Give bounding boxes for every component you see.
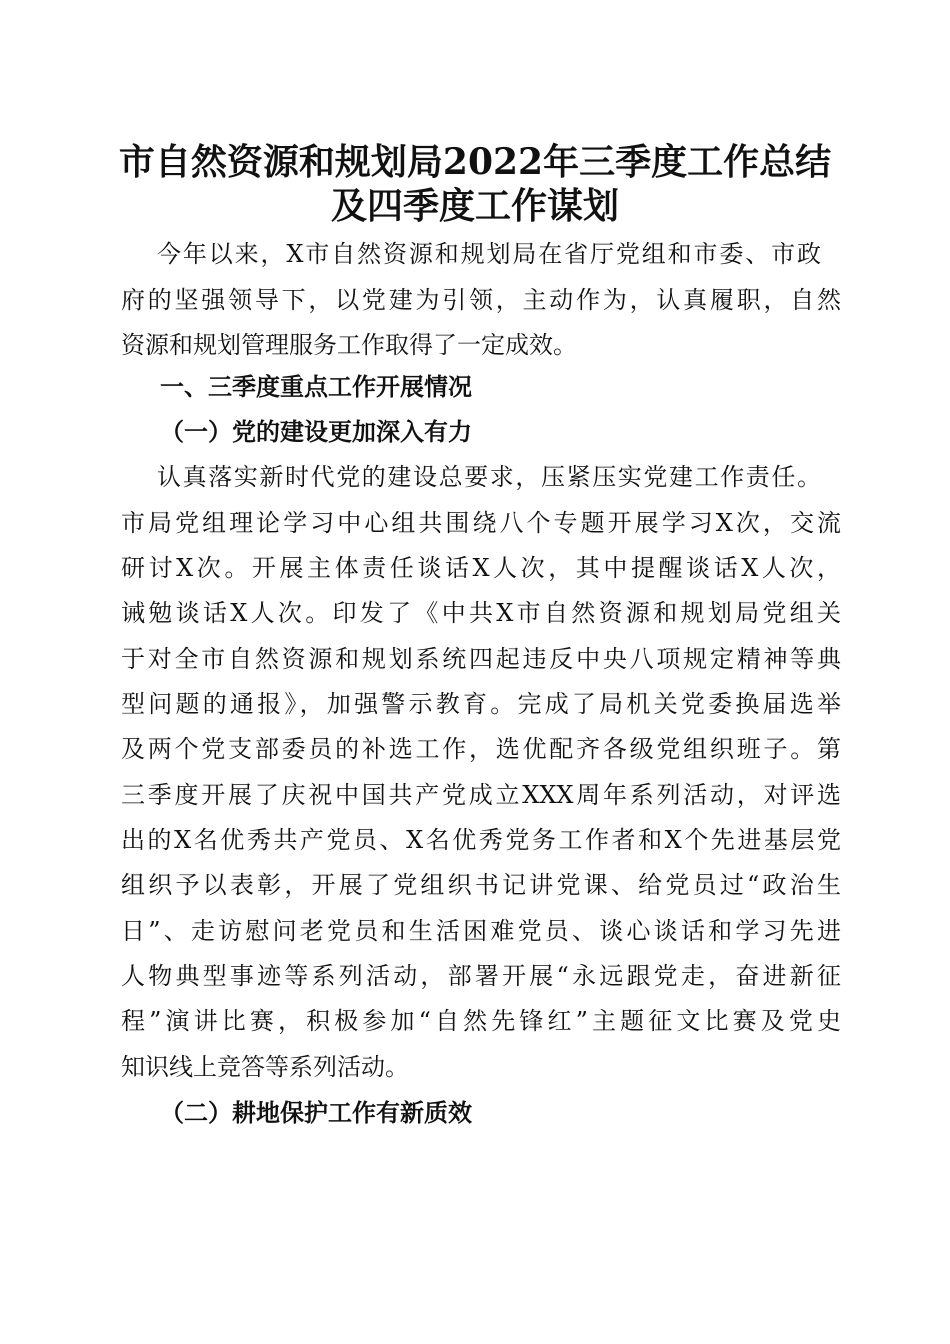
subsection-heading: （二）耕地保护工作有新质效 — [160, 1098, 472, 1127]
body-paragraph-line: 三季度开展了庆祝中国共产党成立XXX周年系列活动，对评选 — [121, 781, 841, 809]
subsection-heading: （一）党的建设更加深入有力 — [160, 417, 472, 446]
body-paragraph-line: 组织予以表彰，开展了党组织书记讲党课、给党员过“政治生 — [121, 871, 841, 899]
intro-paragraph-line: 今年以来，X市自然资源和规划局在省厅党组和市委、市政 — [157, 240, 821, 268]
body-paragraph-line: 诫勉谈话X人次。印发了《中共X市自然资源和规划局党组关 — [121, 599, 841, 627]
document-title-line-1: 市自然资源和规划局2022年三季度工作总结 — [118, 141, 832, 183]
body-paragraph-line: 日”、走访慰问老党员和生活困难党员、谈心谈话和学习先进 — [121, 917, 841, 945]
intro-paragraph-line: 府的坚强领导下，以党建为引领，主动作为，认真履职，自然 — [121, 286, 841, 314]
body-paragraph-line: 知识线上竞答等系列活动。 — [121, 1053, 409, 1081]
intro-paragraph-line: 资源和规划管理服务工作取得了一定成效。 — [121, 331, 577, 359]
body-paragraph-line: 及两个党支部委员的补选工作，选优配齐各级党组织班子。第 — [121, 735, 841, 763]
body-paragraph-line: 出的X名优秀共产党员、X名优秀党务工作者和X个先进基层党 — [121, 826, 841, 854]
body-paragraph-line: 于对全市自然资源和规划系统四起违反中央八项规定精神等典 — [121, 645, 841, 673]
body-paragraph-line: 型问题的通报》，加强警示教育。完成了局机关党委换届选举 — [121, 690, 841, 718]
body-paragraph-line: 程”演讲比赛，积极参加“自然先锋红”主题征文比赛及党史 — [121, 1007, 841, 1035]
body-paragraph-line: 市局党组理论学习中心组共围绕八个专题开展学习X次，交流 — [121, 509, 841, 537]
body-paragraph-line: 人物典型事迹等系列活动，部署开展“永远跟党走，奋进新征 — [121, 962, 841, 990]
section-heading: 一、三季度重点工作开展情况 — [160, 373, 472, 401]
document-title-line-2: 及四季度工作谋划 — [330, 185, 619, 227]
body-paragraph-line: 研讨X次。开展主体责任谈话X人次，其中提醒谈话X人次， — [121, 554, 841, 582]
body-paragraph-line: 认真落实新时代党的建设总要求，压紧压实党建工作责任。 — [157, 463, 821, 491]
